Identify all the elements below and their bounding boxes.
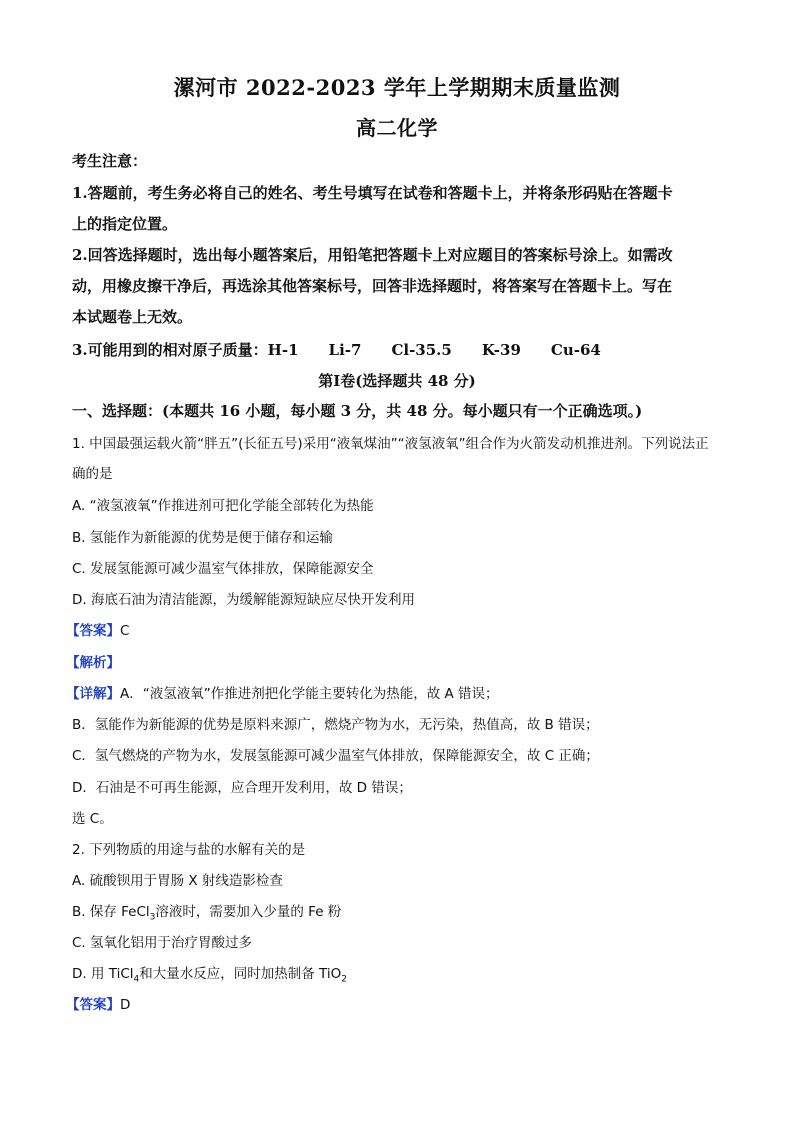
note-2-line-3: 本试题卷上无效。 [72,308,193,326]
q2-option-d-subscript-2: 2 [341,974,347,985]
q2-option-d-text-mid: 和大量水反应，同时加热制备 TiO [139,966,342,982]
q2-option-d-subscript-1: 4 [133,974,140,985]
note-1-line-1: 1.答题前，考生务必将自己的姓名、考生号填写在试卷和答题卡上，并将条形码贴在答题卡 [72,184,673,202]
q2-option-b-text: B. 保存 FeCl [72,904,150,920]
q1-detail-line-4: D．石油是不可再生能源，应合理开发利用，故 D 错误； [72,780,412,796]
atomic-mass-label: 3.可能用到的相对原子质量： [72,341,268,359]
exam-subject: 高二化学 [356,116,438,140]
q2-stem: 2. 下列物质的用途与盐的水解有关的是 [72,842,306,858]
answer-value: D [120,997,131,1013]
q1-option-b: B. 氢能作为新能源的优势是便于储存和运输 [72,530,333,546]
note-1-line-2: 上的指定位置。 [72,215,178,233]
q2-option-d [72,962,347,985]
q1-detail-line-3: C．氢气燃烧的产物为水，发展氢能源可减少温室气体排放，保障能源安全，故 C 正确； [72,748,599,764]
q2-option-b-text-rest: 溶液时，需要加入少量的 Fe 粉 [155,904,342,920]
exam-title: 漯河市 2022-2023 学年上学期期末质量监测 [173,75,621,100]
notes-heading: 考生注意： [72,152,148,170]
q2-option-c: C. 氢氧化铝用于治疗胃酸过多 [72,935,253,951]
note-3-atomic-masses [72,339,631,360]
q1-detail-line-5: 选 C。 [72,811,113,827]
q1-option-c: C. 发展氢能源可减少温室气体排放，保障能源安全 [72,561,374,577]
note-2-line-1: 2.回答选择题时，选出每小题答案后，用铅笔把答题卡上对应题目的答案标号涂上。如需改 [72,246,673,264]
atomic-mass-cu: Cu-64 [550,341,601,359]
q1-stem-line-2: 确的是 [72,466,113,482]
q2-option-d-text: D. 用 TiCl [72,966,134,982]
q2-option-b [72,900,341,923]
q1-option-a: A. “液氢液氧”作推进剂可把化学能全部转化为热能 [72,498,374,514]
q2-option-a: A. 硫酸钡用于胃肠 X 射线造影检查 [72,873,283,889]
q1-option-d: D. 海底石油为清洁能源，为缓解能源短缺应尽快开发利用 [72,592,415,608]
detail-tag: 【详解】 [66,686,120,702]
q1-detail-line-2: B．氢能作为新能源的优势是原料来源广，燃烧产物为水，无污染，热值高，故 B 错误； [72,717,599,733]
note-2-line-2: 动，用橡皮擦干净后，再选涂其他答案标号，回答非选择题时，将答案写在答题卡上。写在 [72,277,673,295]
atomic-mass-k: K-39 [481,341,521,359]
q2-option-b-subscript: 3 [149,912,156,923]
atomic-mass-cl: Cl-35.5 [391,341,452,359]
atomic-mass-li: Li-7 [328,341,362,359]
answer-tag: 【答案】 [66,997,120,1013]
detail-text: A．“液氢液氧”作推进剂把化学能主要转化为热能，故 A 错误； [120,686,499,702]
answer-tag: 【答案】 [66,623,120,639]
atomic-mass-h: H-1 [267,341,299,359]
section-part-heading: 第Ⅰ卷(选择题共 48 分) [318,372,476,390]
answer-value: C [120,623,130,639]
analysis-tag: 【解析】 [66,655,120,671]
q2-answer [66,993,130,1013]
q1-analysis [66,651,120,671]
section-heading: 一、选择题：(本题共 16 小题，每小题 3 分，共 48 分。每小题只有一个正确选项。) [72,402,643,420]
q1-detail-line-1 [66,682,499,702]
q1-answer [66,619,129,639]
q1-stem-line-1: 1. 中国最强运载火箭“胖五”(长征五号)采用“液氧煤油”“液氢液氧”组合作为火箭发动机推进剂。下列说法正 [72,436,709,452]
